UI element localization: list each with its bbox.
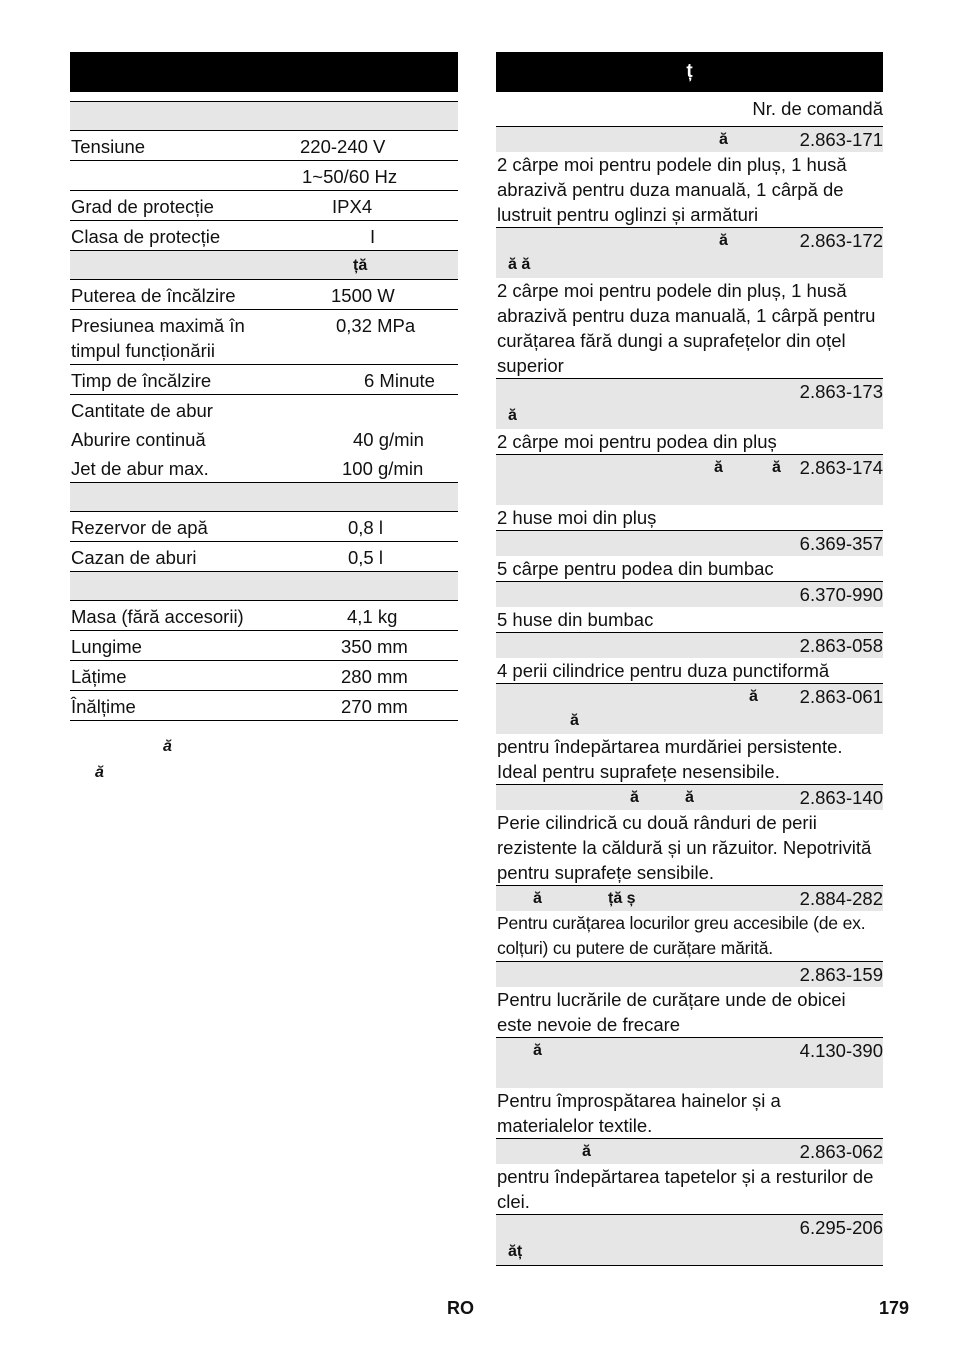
accessory-description: pentru îndepărtarea murdăriei persistente. Ideal pentru suprafețe nesensibile.: [496, 734, 883, 785]
right-section-header: ț: [496, 52, 883, 92]
accessory-title-fragment: ă: [630, 789, 639, 806]
spec-row: [70, 395, 458, 424]
order-number: 2.863-172: [799, 230, 883, 251]
accessory-title-fragment: ă: [685, 789, 694, 806]
spec-row: [70, 191, 458, 221]
accessory-header: [496, 228, 883, 278]
footer-language: RO: [447, 1298, 474, 1318]
spec-value: 0,8 l: [348, 517, 383, 538]
spec-label: Cazan de aburi: [71, 547, 197, 568]
spec-value: 220-240 V: [300, 136, 386, 157]
note-text: ă: [163, 738, 172, 755]
accessory-title-fragment: ă: [570, 712, 579, 729]
spec-row: [70, 310, 458, 365]
order-number-header: Nr. de comandă: [496, 92, 883, 127]
spec-row: [70, 365, 458, 395]
accessory-description: 5 huse din bumbac: [496, 607, 883, 633]
accessory-header: [496, 1038, 883, 1088]
order-number: 4.130-390: [799, 1040, 883, 1061]
spec-value: 350 mm: [341, 636, 408, 657]
accessory-title-fragment: ă ă: [508, 256, 531, 273]
spec-label: Tensiune: [71, 136, 146, 157]
spec-row: [70, 131, 458, 161]
spec-row: [70, 631, 458, 661]
accessory-header: [496, 785, 883, 810]
spec-label: Lățime: [71, 666, 127, 687]
accessory-header: [496, 379, 883, 429]
accessory-description: [496, 1265, 883, 1266]
spec-row: [70, 280, 458, 310]
accessory-description: 2 cârpe moi pentru podele din pluș, 1 husă abrazivă pentru duza manuală, 1 cârpă pentru curățarea fără dungi a suprafețelor din oțel superior: [496, 278, 883, 379]
spec-label: Jet de abur max.: [71, 458, 209, 479]
accessory-header: [496, 582, 883, 607]
accessory-header: [496, 633, 883, 658]
accessory-title-fragment: ăț: [508, 1243, 523, 1260]
order-number: 6.295-206: [799, 1217, 883, 1238]
spec-label: Rezervor de apă: [71, 517, 208, 538]
order-number: 6.369-357: [799, 533, 883, 554]
spec-label: Timp de încălzire: [71, 370, 212, 391]
accessory-title-fragment: ă: [533, 1042, 542, 1059]
spec-label: Puterea de încălzire: [71, 285, 236, 306]
accessory-header: [496, 1139, 883, 1164]
accessory-description: 2 huse moi din pluș: [496, 505, 883, 531]
order-number: 2.863-062: [799, 1141, 883, 1162]
order-number: 2.863-171: [799, 129, 883, 150]
spec-section-row: [70, 251, 458, 280]
accessory-description: 2 cârpe moi pentru podea din pluș: [496, 429, 883, 455]
spec-value: ță: [353, 257, 368, 274]
spec-label: Cantitate de abur: [71, 400, 213, 421]
accessory-title-fragment: ă: [508, 407, 517, 424]
accessory-header: [496, 962, 883, 987]
accessory-header: [496, 1215, 883, 1265]
note-text: ă: [95, 764, 104, 781]
spec-value: I: [370, 226, 376, 247]
order-number: 2.863-058: [799, 635, 883, 656]
accessory-header: [496, 684, 883, 734]
spec-row: [70, 601, 458, 631]
accessories-column: [496, 52, 883, 1266]
spec-row: [70, 512, 458, 542]
accessory-description: Pentru lucrările de curățare unde de obicei este nevoie de frecare: [496, 987, 883, 1038]
accessory-title-fragment: ă: [749, 688, 758, 705]
spec-label: Aburire continuă: [71, 429, 206, 450]
spec-label: Înălțime: [71, 696, 136, 717]
spec-value: 4,1 kg: [347, 606, 398, 627]
technical-data-column: [70, 52, 458, 721]
left-section-header: [70, 52, 458, 92]
order-number: 2.863-174: [799, 457, 883, 478]
accessory-header: [496, 531, 883, 556]
spec-value: 280 mm: [341, 666, 408, 687]
spec-row: [70, 661, 458, 691]
spec-value: 0,5 l: [348, 547, 383, 568]
accessory-description: Pentru curățarea locurilor greu accesibile (de ex. colțuri) cu putere de curățare mărită.: [496, 911, 883, 962]
order-number: 2.863-173: [799, 381, 883, 402]
spec-table: [70, 101, 458, 721]
footer-page-number: 179: [879, 1298, 910, 1318]
spec-section-row: [70, 102, 458, 131]
spec-label: Grad de protecție: [71, 196, 214, 217]
accessory-title-fragment: ă: [719, 232, 728, 249]
spec-value: 6 Minute: [364, 370, 435, 391]
spec-value: 1~50/60 Hz: [302, 166, 398, 187]
spec-label: Presiunea maximă în timpul funcționării: [71, 315, 245, 361]
accessory-header: [496, 127, 883, 152]
spec-label: Masa (fără accesorii): [71, 606, 244, 627]
order-number: 2.863-140: [799, 787, 883, 808]
accessory-description: pentru îndepărtarea tapetelor și a resturilor de clei.: [496, 1164, 883, 1215]
spec-section-row: [70, 483, 458, 512]
spec-row: [70, 542, 458, 572]
spec-row: [70, 424, 458, 453]
accessory-description: Perie cilindrică cu două rânduri de perii rezistente la căldură și un răzuitor. Nepotrivită pentru suprafețe sensibile.: [496, 810, 883, 886]
order-number: 2.863-061: [799, 686, 883, 707]
accessory-title-fragment: ă: [582, 1143, 591, 1160]
accessory-list: [496, 127, 883, 1266]
accessory-title-fragment: ă: [719, 131, 728, 148]
spec-value: 270 mm: [341, 696, 408, 717]
accessory-description: Pentru împrospătarea hainelor și a materialelor textile.: [496, 1088, 883, 1139]
accessory-title-fragment: ă: [533, 890, 542, 907]
accessory-description: 5 cârpe pentru podea din bumbac: [496, 556, 883, 582]
spec-row: [70, 221, 458, 251]
order-number: 2.863-159: [799, 964, 883, 985]
accessory-header: [496, 455, 883, 505]
spec-value: 0,32 MPa: [336, 315, 416, 336]
accessory-description: 4 perii cilindrice pentru duza punctiformă: [496, 658, 883, 684]
spec-row: [70, 161, 458, 191]
spec-label: Lungime: [71, 636, 142, 657]
order-number: 6.370-990: [799, 584, 883, 605]
accessory-header: [496, 886, 883, 911]
spec-value: 1500 W: [331, 285, 395, 306]
spec-value: 40 g/min: [353, 429, 424, 450]
accessory-title-fragment: ă: [714, 459, 723, 476]
spec-row: [70, 691, 458, 721]
accessory-description: 2 cârpe moi pentru podele din pluș, 1 husă abrazivă pentru duza manuală, 1 cârpă de lustruit pentru oglinzi și armături: [496, 152, 883, 228]
spec-label: Clasa de protecție: [71, 226, 221, 247]
spec-value: 100 g/min: [342, 458, 424, 479]
spec-section-row: [70, 572, 458, 601]
spec-value: IPX4: [332, 196, 373, 217]
accessory-title-fragment: ță ș: [608, 890, 636, 907]
accessory-title-fragment: ă: [772, 459, 781, 476]
spec-row: [70, 453, 458, 483]
order-number: 2.884-282: [799, 888, 883, 909]
